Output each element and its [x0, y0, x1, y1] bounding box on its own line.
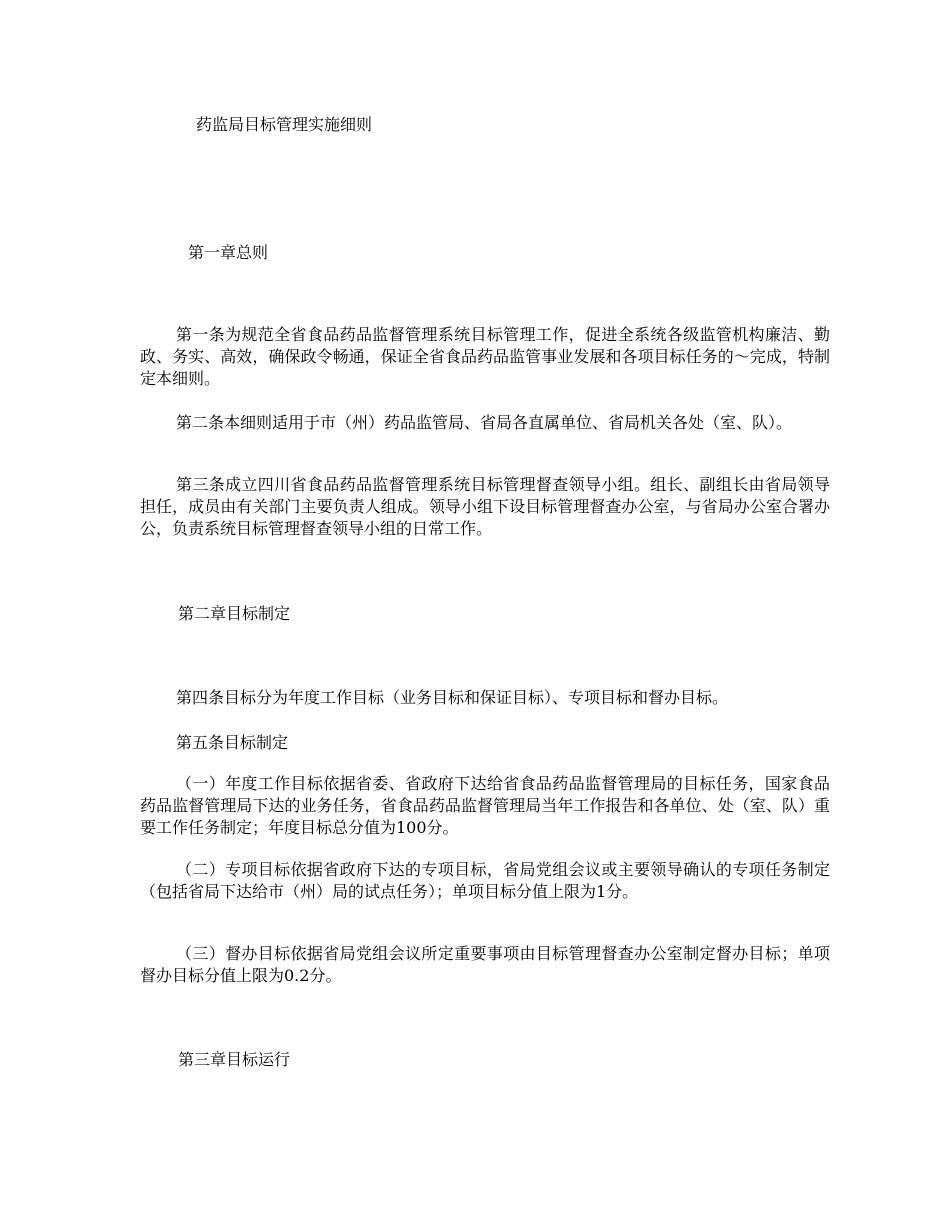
article-2-paragraph: 第二条本细则适用于市（州）药品监管局、省局各直属单位、省局机关各处（室、队）。: [176, 413, 793, 432]
chapter-3-heading: 第三章目标运行: [178, 1050, 291, 1069]
article-3-paragraph: 第三条成立四川省食品药品监督管理系统目标管理督查领导小组。组长、副组长由省局领导担任，成员由有关部门主要负责人组成。领导小组下设目标管理督查办公室，与省局办公室合署办公，负责系统目标管理督查领导小组的日常工作。: [140, 475, 830, 538]
item-1-paragraph: （一）年度工作目标依据省委、省政府下达给省食品药品监督管理局的目标任务，国家食品药品监督管理局下达的业务任务，省食品药品监督管理局当年工作报告和各单位、处（室、队）重要工作任务制定；年度目标总分值为100分。: [140, 774, 830, 837]
document-title: 药监局目标管理实施细则: [196, 115, 373, 134]
article-1-paragraph: 第一条为规范全省食品药品监督管理系统目标管理工作，促进全系统各级监管机构廉洁、勤政、务实、高效，确保政令畅通，保证全省食品药品监管事业发展和各项目标任务的～完成，特制定本细则。: [140, 325, 830, 388]
chapter-2-heading: 第二章目标制定: [178, 604, 291, 623]
article-4-paragraph: 第四条目标分为年度工作目标（业务目标和保证目标）、专项目标和督办目标。: [176, 688, 729, 707]
chapter-1-heading: 第一章总则: [188, 243, 269, 262]
item-3-paragraph: （三）督办目标依据省局党组会议所定重要事项由目标管理督查办公室制定督办目标；单项督办目标分值上限为0.2分。: [140, 944, 830, 985]
article-5-paragraph: 第五条目标制定: [176, 733, 289, 752]
item-2-paragraph: （二）专项目标依据省政府下达的专项目标，省局党组会议或主要领导确认的专项任务制定（包括省局下达给市（州）局的试点任务）；单项目标分值上限为1分。: [140, 860, 830, 901]
